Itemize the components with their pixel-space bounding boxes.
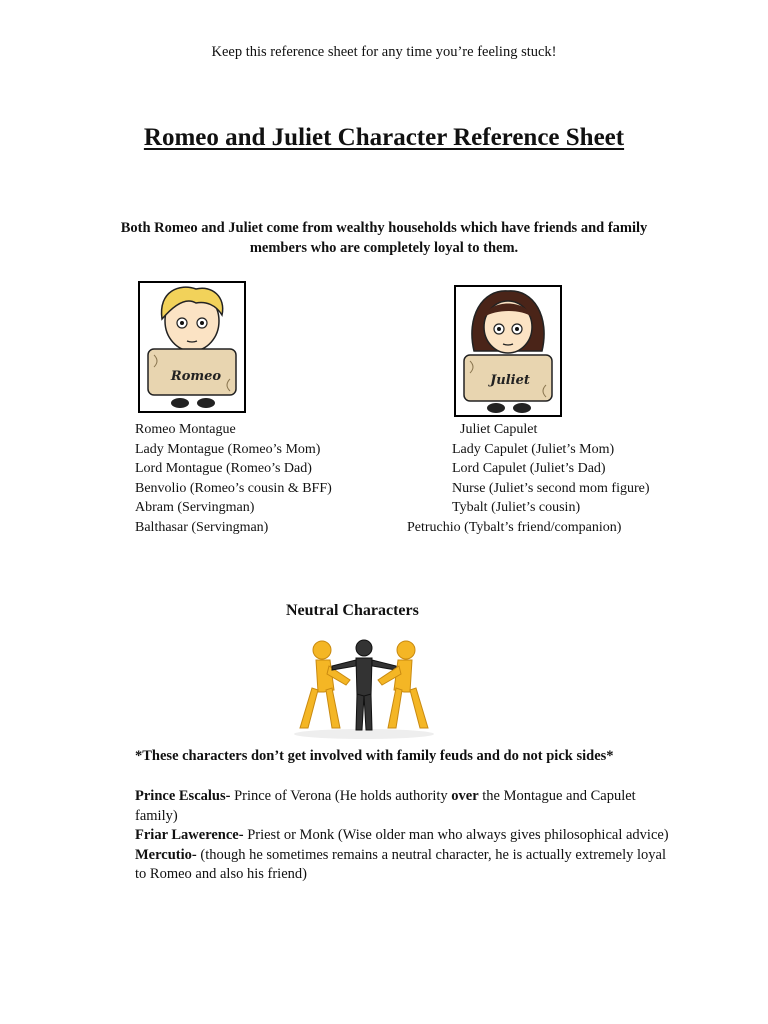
character-name: Friar Lawerence- bbox=[135, 827, 244, 844]
juliet-illustration bbox=[456, 287, 560, 415]
juliet-banner-text: Juliet bbox=[490, 373, 530, 388]
list-item: Lord Capulet (Juliet’s Dad) bbox=[452, 461, 606, 477]
character-description: the Montague and Capulet family) bbox=[135, 788, 636, 824]
character-name: Prince Escalus- bbox=[135, 788, 231, 804]
list-item bbox=[135, 846, 675, 885]
tagline: Keep this reference sheet for any time you’re feeling stuck! bbox=[211, 44, 557, 60]
list-item: Nurse (Juliet’s second mom figure) bbox=[452, 480, 650, 496]
character-description: Priest or Monk (Wise older man who always gives philosophical advice) bbox=[243, 827, 669, 844]
list-item: Petruchio (Tybalt’s friend/companion) bbox=[407, 519, 622, 535]
list-item bbox=[135, 787, 675, 826]
neutral-figure-right bbox=[378, 641, 428, 728]
romeo-illustration bbox=[140, 283, 244, 411]
neutral-figure-left bbox=[300, 641, 350, 728]
neutral-note: *These characters don’t get involved with family feuds and do not pick sides* bbox=[135, 748, 614, 764]
character-name: Mercutio- bbox=[135, 846, 197, 863]
list-item: Balthasar (Servingman) bbox=[135, 519, 269, 535]
neutral-character-list bbox=[135, 787, 675, 885]
character-description: Prince of Verona (He holds authority bbox=[230, 788, 452, 804]
capulet-list bbox=[0, 420, 768, 538]
intro-text: Both Romeo and Juliet come from wealthy households which have friends and family members who are completely loyal to them. bbox=[120, 220, 648, 256]
list-item: Tybalt (Juliet’s cousin) bbox=[452, 500, 581, 516]
romeo-banner-text: Romeo bbox=[170, 369, 222, 384]
neutral-figures-illustration bbox=[272, 630, 456, 740]
neutral-heading: Neutral Characters bbox=[286, 602, 419, 619]
list-item: Juliet Capulet bbox=[460, 422, 538, 437]
list-item: Lady Montague (Romeo’s Mom) bbox=[135, 441, 321, 457]
list-item: Benvolio (Romeo’s cousin & BFF) bbox=[135, 480, 332, 496]
list-item: Abram (Servingman) bbox=[135, 500, 255, 516]
emphasis-text: over bbox=[451, 788, 479, 804]
neutral-figure-center bbox=[332, 640, 396, 730]
page-title: Romeo and Juliet Character Reference Sheet bbox=[143, 124, 625, 151]
romeo-portrait bbox=[138, 281, 246, 413]
list-item bbox=[135, 826, 675, 846]
juliet-portrait bbox=[454, 285, 562, 417]
list-item: Romeo Montague bbox=[135, 422, 236, 437]
list-item: Lord Montague (Romeo’s Dad) bbox=[135, 461, 312, 477]
list-item: Lady Capulet (Juliet’s Mom) bbox=[452, 441, 615, 457]
character-description: (though he sometimes remains a neutral character, he is actually extremely loyal to Romeo and also his friend) bbox=[135, 846, 667, 883]
